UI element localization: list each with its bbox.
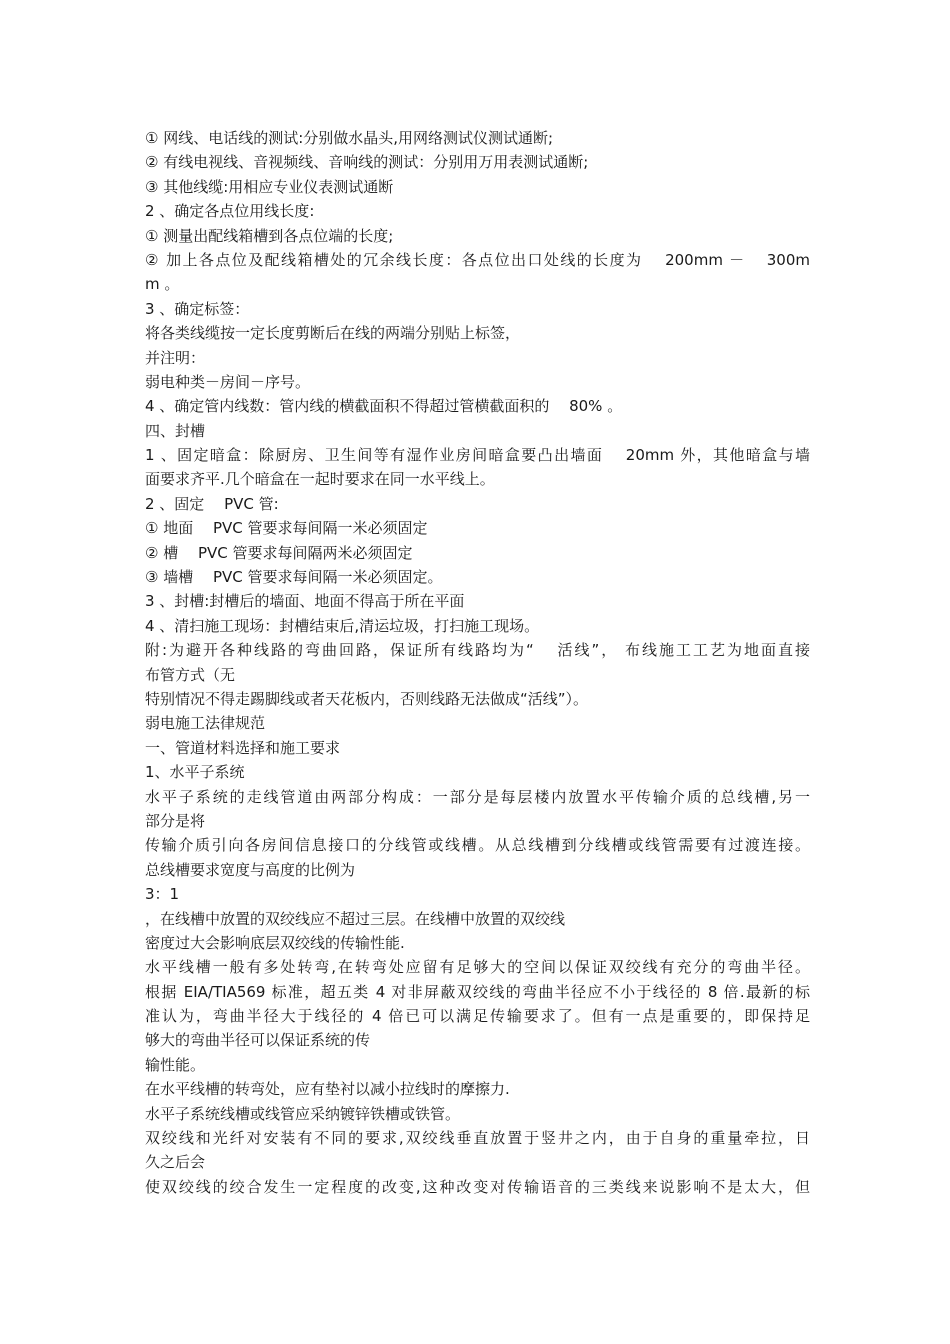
- text-line: 特别情况不得走踢脚线或者天花板内，否则线路无法做成“活线”）。: [145, 689, 589, 708]
- text-line: 2 、确定各点位用线长度:: [145, 202, 315, 221]
- section-heading: 四、封槽: [145, 421, 206, 440]
- text-line: 密度过大会影响底层双绞线的传输性能.: [145, 933, 405, 952]
- text-line: 水平子系统线槽或线管应采纳镀锌铁槽或铁管。: [145, 1104, 461, 1123]
- text-line: ① 地面 PVC 管要求每间隔一米必须固定: [145, 519, 428, 538]
- text-line: 4 、清扫施工现场：封槽结束后,清运垃圾，打扫施工现场。: [145, 616, 540, 635]
- text-line: 传输介质引向各房间信息接口的分线管或线槽。从总线槽到分线槽或线管需要有过渡连接。: [145, 836, 810, 855]
- text-line: m 。: [145, 275, 180, 294]
- text-line: ，在线槽中放置的双绞线应不超过三层。在线槽中放置的双绞线: [145, 909, 566, 928]
- text-line: 4 、确定管内线数：管内线的横截面积不得超过管横截面积的 80% 。: [145, 397, 623, 416]
- text-line: 水平线槽一般有多处转弯,在转弯处应留有足够大的空间以保证双绞线有充分的弯曲半径。: [145, 958, 810, 977]
- text-line: 使双绞线的绞合发生一定程度的改变,这种改变对传输语音的三类线来说影响不是太大，但: [145, 1177, 810, 1196]
- section-heading: 一、管道材料选择和施工要求: [145, 738, 341, 757]
- text-line: ③ 墙槽 PVC 管要求每间隔一米必须固定。: [145, 568, 443, 587]
- subsection-heading: 1、水平子系统: [145, 763, 245, 782]
- text-line: ① 测量出配线箱槽到各点位端的长度;: [145, 226, 394, 245]
- text-line: ② 有线电视线、音视频线、音响线的测试：分别用万用表测试通断;: [145, 153, 589, 172]
- section-heading: 弱电施工法律规范: [145, 714, 266, 733]
- text-line: 面要求齐平.几个暗盒在一起时要求在同一水平线上。: [145, 470, 495, 489]
- text-line: 水平子系统的走线管道由两部分构成：一部分是每层楼内放置水平传输介质的总线槽,另一: [145, 787, 810, 806]
- document-body: [145, 126, 810, 1199]
- text-line: 部分是将: [145, 811, 206, 830]
- text-line: 总线槽要求宽度与高度的比例为: [145, 860, 356, 879]
- text-line: ③ 其他线缆:用相应专业仪表测试通断: [145, 177, 394, 196]
- text-line: 双绞线和光纤对安装有不同的要求,双绞线垂直放置于竖井之内，由于自身的重量牵拉，日: [145, 1129, 810, 1148]
- text-line: 久之后会: [145, 1153, 206, 1172]
- text-line: ② 加上各点位及配线箱槽处的冗余线长度：各点位出口处线的长度为 200mm － 300m: [145, 250, 810, 269]
- text-line: 将各类线缆按一定长度剪断后在线的两端分别贴上标签，: [145, 324, 521, 343]
- text-line: ① 网线、电话线的测试:分别做水晶头,用网络测试仪测试通断;: [145, 129, 554, 147]
- text-line: 3 、封槽:封槽后的墙面、地面不得高于所在平面: [145, 592, 465, 611]
- text-line: 准认为，弯曲半径大于线径的 4 倍已可以满足传输要求了。但有一点是重要的，即保持足: [145, 1007, 810, 1026]
- text-line: 附:为避开各种线路的弯曲回路，保证所有线路均为“ 活线”， 布线施工工艺为地面直接: [145, 641, 810, 660]
- text-line: 够大的弯曲半径可以保证系统的传: [145, 1031, 371, 1050]
- text-line: 输性能。: [145, 1055, 206, 1074]
- text-line: ② 槽 PVC 管要求每间隔两米必须固定: [145, 543, 413, 562]
- text-line: 3 、确定标签：: [145, 299, 250, 318]
- text-line: 并注明：: [145, 348, 206, 367]
- text-line: 在水平线槽的转弯处，应有垫衬以减小拉线时的摩擦力.: [145, 1080, 510, 1099]
- text-line: 根据 EIA/TIA569 标准，超五类 4 对非屏蔽双绞线的弯曲半径应不小于线径的 8 倍.最新的标: [145, 982, 810, 1001]
- text-line: 2 、固定 PVC 管:: [145, 494, 279, 513]
- text-line: 1 、固定暗盒：除厨房、卫生间等有湿作业房间暗盒要凸出墙面 20mm 外，其他暗盒与墙: [145, 446, 810, 465]
- text-line: 3：1: [145, 885, 180, 904]
- text-line: 弱电种类－房间－序号。: [145, 372, 311, 391]
- text-line: 布管方式（无: [145, 665, 236, 684]
